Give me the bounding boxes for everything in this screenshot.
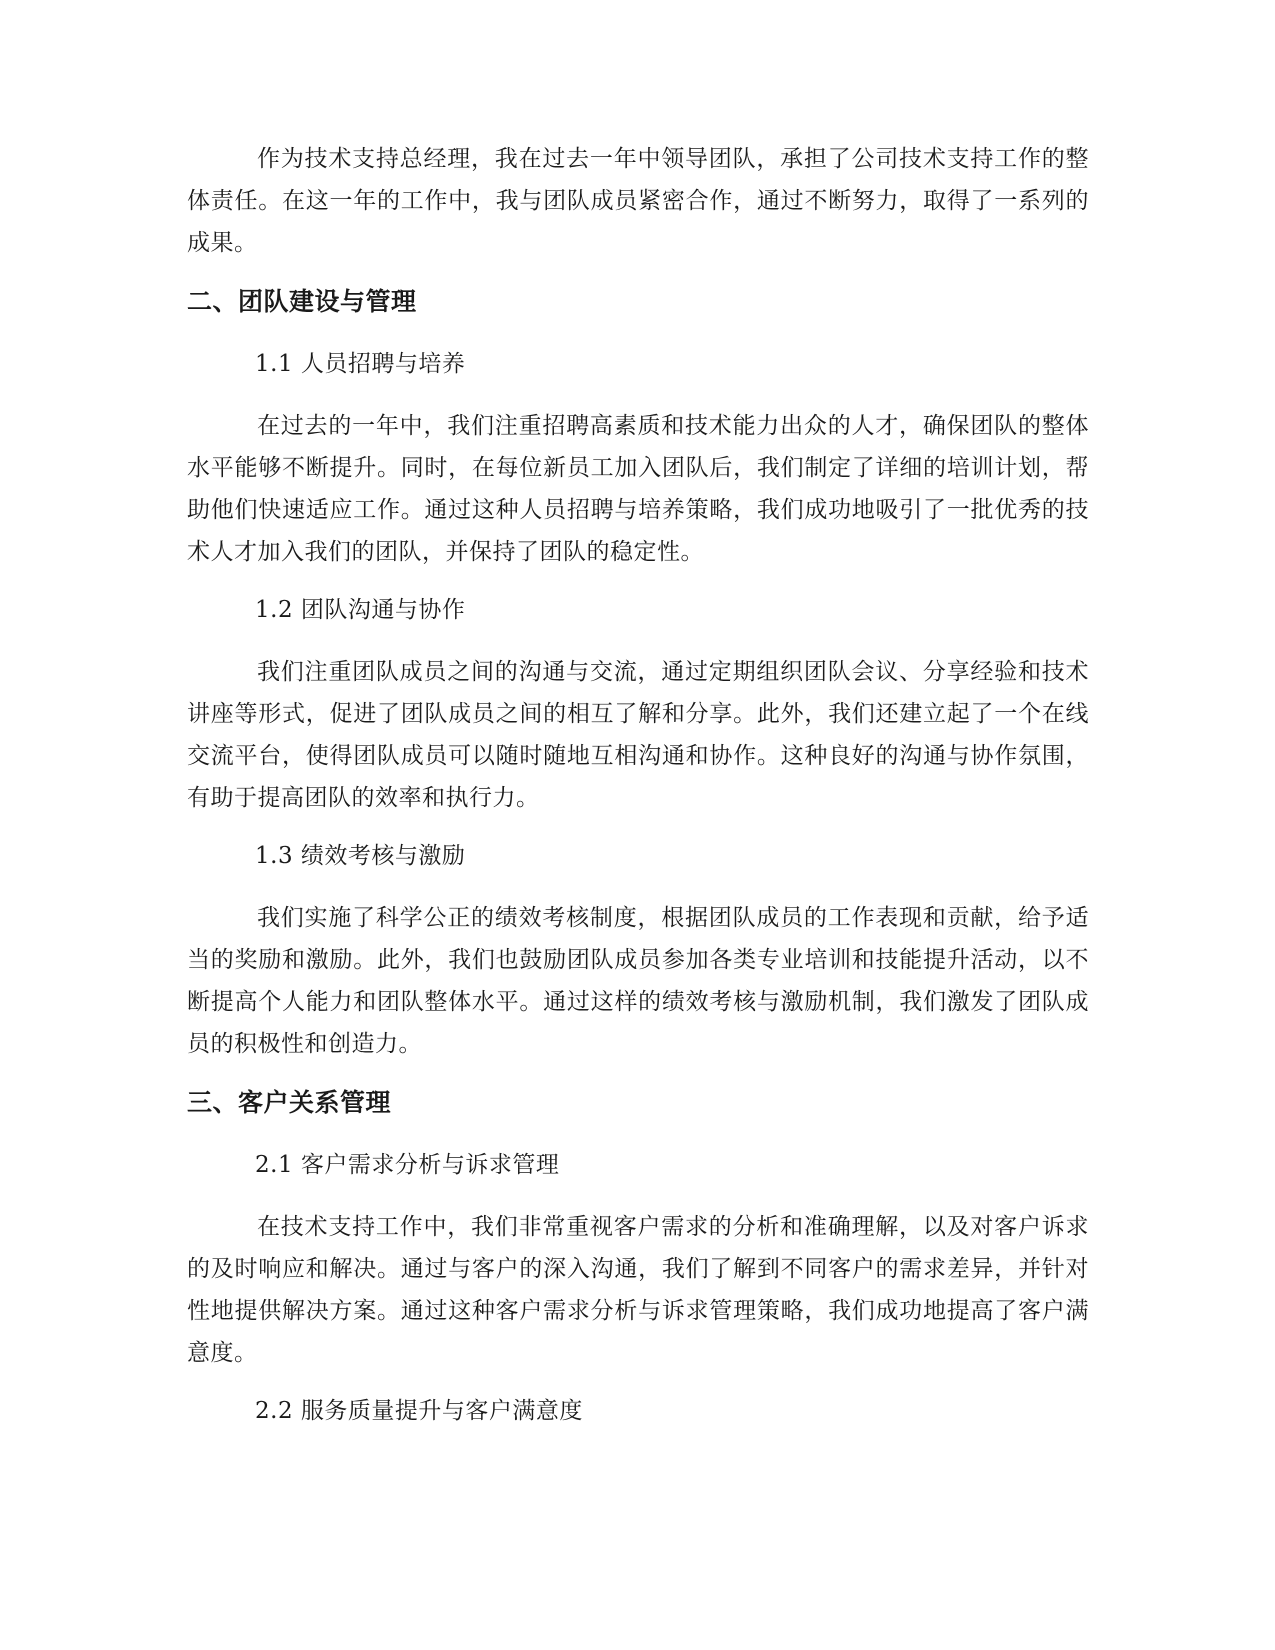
subsection-heading-service-quality: 2.2 服务质量提升与客户满意度: [255, 1398, 583, 1424]
customer-needs-paragraph: 在技术支持工作中，我们非常重视客户需求的分析和准确理解，以及对客户诉求的及时响应和解决。通过与客户的深入沟通，我们了解到不同客户的需求差异，并针对性地提供解决方案。通过这种客户需求分析与诉求管理策略，我们成功地提高了客户满意度。: [187, 1214, 1089, 1366]
section-heading-team-building: 二、团队建设与管理: [187, 287, 417, 316]
communication-paragraph: 我们注重团队成员之间的沟通与交流，通过定期组织团队会议、分享经验和技术讲座等形式，促进了团队成员之间的相互了解和分享。此外，我们还建立起了一个在线交流平台，使得团队成员可以随时随地互相沟通和协作。这种良好的沟通与协作氛围，有助于提高团队的效率和执行力。: [187, 659, 1089, 811]
section-heading-customer-relations: 三、客户关系管理: [187, 1088, 392, 1117]
performance-paragraph: 我们实施了科学公正的绩效考核制度，根据团队成员的工作表现和贡献，给予适当的奖励和激励。此外，我们也鼓励团队成员参加各类专业培训和技能提升活动，以不断提高个人能力和团队整体水平。通过这样的绩效考核与激励机制，我们激发了团队成员的积极性和创造力。: [187, 905, 1089, 1057]
subsection-heading-performance: 1.3 绩效考核与激励: [255, 843, 466, 869]
subsection-heading-recruitment: 1.1 人员招聘与培养: [255, 351, 466, 377]
subsection-heading-customer-needs: 2.1 客户需求分析与诉求管理: [255, 1152, 560, 1178]
subsection-heading-communication: 1.2 团队沟通与协作: [255, 597, 466, 623]
recruitment-paragraph: 在过去的一年中，我们注重招聘高素质和技术能力出众的人才，确保团队的整体水平能够不断提升。同时，在每位新员工加入团队后，我们制定了详细的培训计划，帮助他们快速适应工作。通过这种人员招聘与培养策略，我们成功地吸引了一批优秀的技术人才加入我们的团队，并保持了团队的稳定性。: [187, 413, 1089, 565]
intro-paragraph: 作为技术支持总经理，我在过去一年中领导团队，承担了公司技术支持工作的整体责任。在这一年的工作中，我与团队成员紧密合作，通过不断努力，取得了一系列的成果。: [187, 146, 1089, 256]
